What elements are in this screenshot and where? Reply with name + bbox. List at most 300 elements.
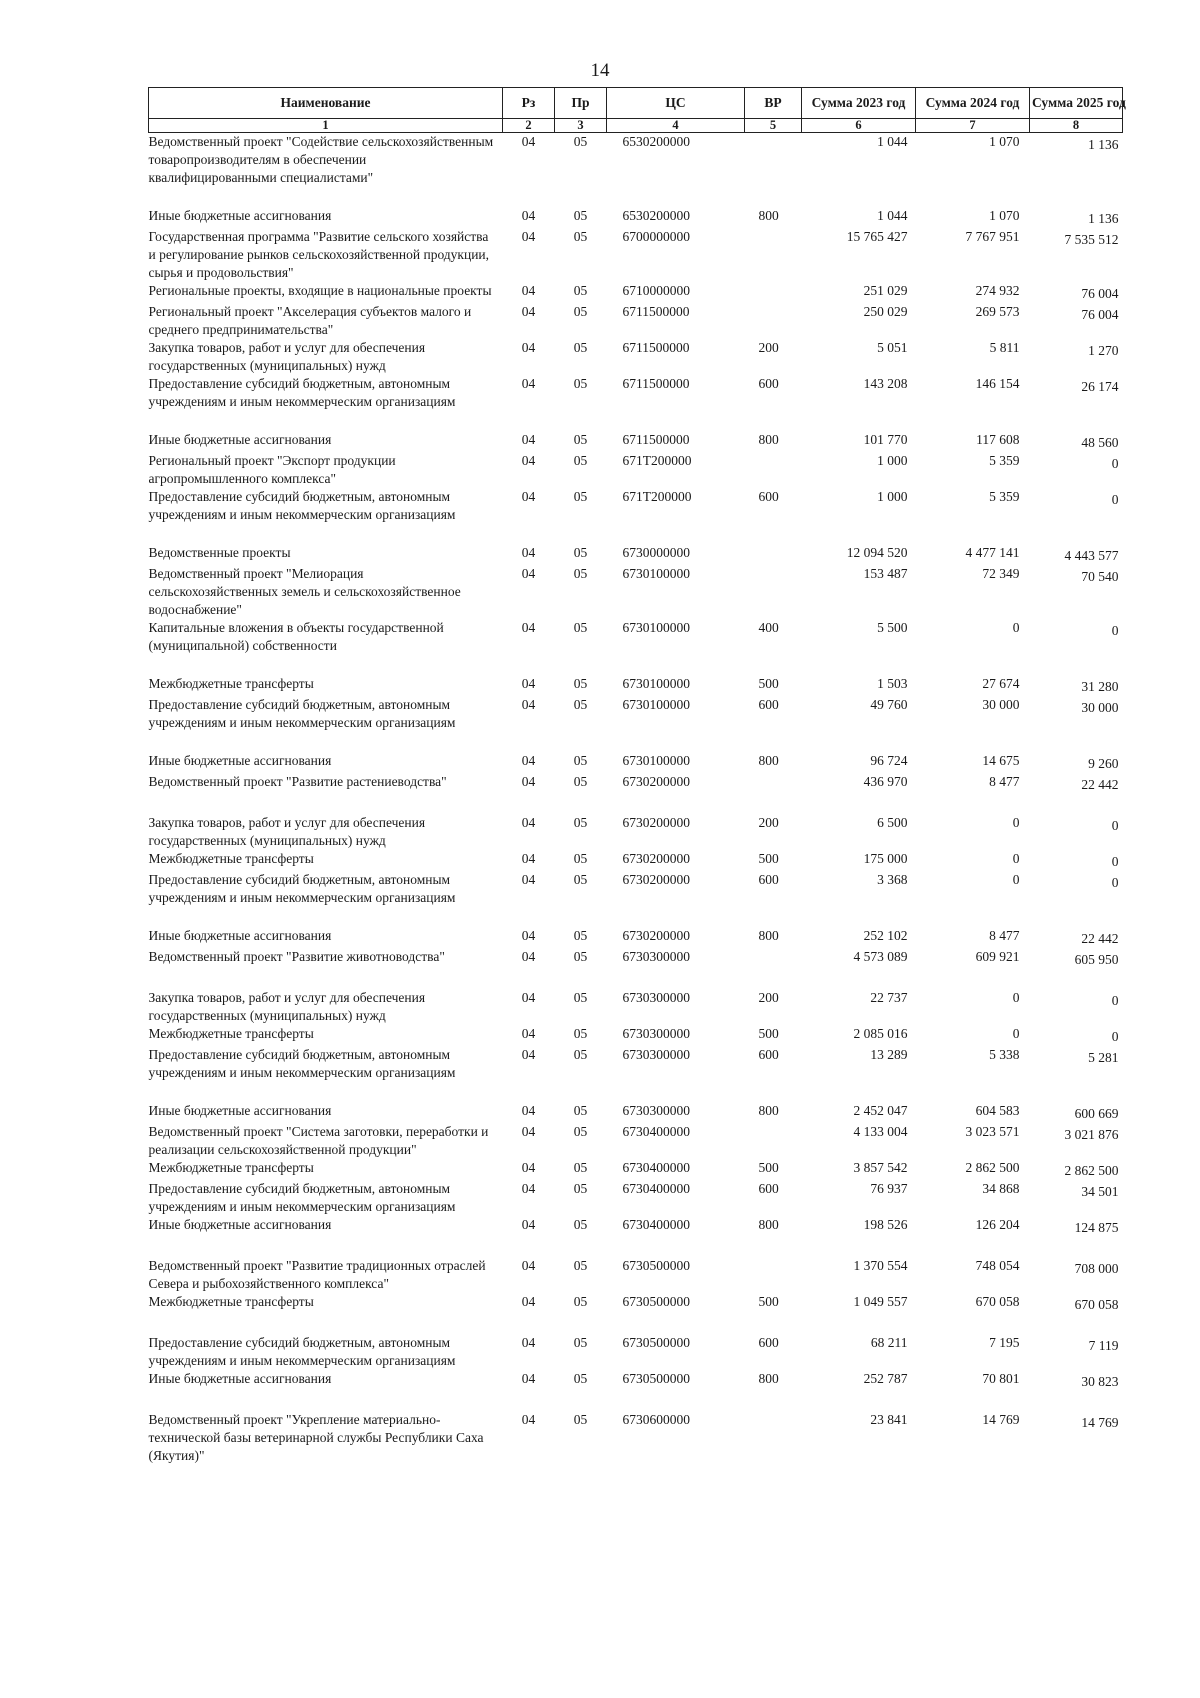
row-sum-2024: 30 000: [982, 697, 1020, 712]
row-name: Предоставление субсидий бюджетным, автономным учреждениям и иным некоммерческим организациям: [148, 872, 456, 905]
row-sum-2024: 5 359: [989, 489, 1020, 504]
row-name: Ведомственные проекты: [148, 545, 291, 560]
row-sum-2025: 26 174: [1081, 379, 1119, 394]
row-name: Иные бюджетные ассигнования: [148, 753, 332, 768]
row-name: Ведомственный проект "Укрепление материально-технической базы ветеринарной службы Республики Саха (Якутия)": [148, 1412, 484, 1463]
row-pr: 05: [573, 1160, 588, 1175]
row-vr: 600: [758, 697, 779, 712]
row-cs: 6730600000: [622, 1412, 690, 1427]
row-gap-cell: [149, 524, 1123, 544]
row-sum-2023: 23 841: [870, 1412, 908, 1427]
row-gap: [149, 1082, 1123, 1102]
row-cs: 6730100000: [622, 697, 690, 712]
row-pr: 05: [573, 134, 588, 149]
row-sum-2023: 251 029: [863, 283, 908, 298]
table-row: [149, 1102, 1123, 1123]
row-vr: 800: [758, 1371, 779, 1386]
row-rz: 04: [521, 1294, 536, 1309]
table-row: [149, 1334, 1123, 1370]
row-rz: 04: [521, 1371, 536, 1386]
row-vr: 600: [758, 1181, 779, 1196]
row-cs: 6711500000: [622, 304, 690, 319]
row-cs: 6730200000: [622, 872, 690, 887]
row-cs: 6730200000: [622, 774, 690, 789]
row-sum-2024: 7 767 951: [965, 229, 1020, 244]
row-sum-2025: 1 136: [1088, 211, 1119, 226]
row-sum-2023: 68 211: [870, 1335, 908, 1350]
row-sum-2025: 48 560: [1081, 435, 1119, 450]
row-cs: 6730500000: [622, 1335, 690, 1350]
row-cs: 6730300000: [622, 949, 690, 964]
table-row: [149, 619, 1123, 655]
row-sum-2025: 0: [1111, 854, 1119, 869]
row-sum-2024: 72 349: [982, 566, 1020, 581]
row-rz: 04: [521, 1412, 536, 1427]
row-sum-2024: 27 674: [982, 676, 1020, 691]
row-name: Ведомственный проект "Развитие животноводства": [148, 949, 445, 964]
table-row: [149, 282, 1123, 303]
row-gap-cell: [149, 1082, 1123, 1102]
row-name: Иные бюджетные ассигнования: [148, 1103, 332, 1118]
row-rz: 04: [521, 697, 536, 712]
row-sum-2025: 708 000: [1074, 1261, 1119, 1276]
row-rz: 04: [521, 208, 536, 223]
row-sum-2023: 49 760: [870, 697, 908, 712]
row-sum-2025: 7 119: [1088, 1338, 1119, 1353]
table-row: [149, 303, 1123, 339]
row-cs: 6730200000: [622, 851, 690, 866]
row-pr: 05: [573, 676, 588, 691]
row-sum-2023: 12 094 520: [846, 545, 908, 560]
row-cs: 6730200000: [622, 815, 690, 830]
row-name: Закупка товаров, работ и услуг для обеспечения государственных (муниципальных) нужд: [148, 340, 426, 373]
row-sum-2024: 604 583: [975, 1103, 1020, 1118]
row-gap: [149, 187, 1123, 207]
row-name: Межбюджетные трансферты: [148, 676, 314, 691]
row-rz: 04: [521, 815, 536, 830]
row-sum-2024: 0: [1012, 815, 1020, 830]
row-vr: 800: [758, 1103, 779, 1118]
row-sum-2025: 0: [1111, 993, 1119, 1008]
row-sum-2025: 0: [1111, 818, 1119, 833]
row-vr: [745, 1123, 802, 1159]
row-sum-2023: 3 368: [877, 872, 908, 887]
row-sum-2024: 1 070: [989, 208, 1020, 223]
row-gap: [149, 411, 1123, 431]
column-number: 3: [555, 119, 607, 133]
row-sum-2025: 0: [1111, 456, 1119, 471]
row-sum-2023: 13 289: [870, 1047, 908, 1062]
row-name: Государственная программа "Развитие сельского хозяйства и регулирование рынков сельскохозяйственной продукции, сырья и продовольствия": [148, 229, 490, 280]
row-sum-2025: 1 270: [1088, 343, 1119, 358]
table-row: [149, 1123, 1123, 1159]
row-gap-cell: [149, 907, 1123, 927]
row-sum-2025: 9 260: [1088, 756, 1119, 771]
row-vr: 500: [758, 1026, 779, 1041]
table-row: [149, 871, 1123, 907]
row-sum-2024: 70 801: [982, 1371, 1020, 1386]
column-number: 4: [607, 119, 745, 133]
row-name: Предоставление субсидий бюджетным, автономным учреждениям и иным некоммерческим организациям: [148, 1335, 456, 1368]
row-vr: 800: [758, 753, 779, 768]
row-sum-2025: 34 501: [1081, 1184, 1119, 1199]
row-name: Иные бюджетные ассигнования: [148, 432, 332, 447]
row-vr: 600: [758, 489, 779, 504]
row-cs: 6730400000: [622, 1217, 690, 1232]
row-sum-2023: 2 452 047: [853, 1103, 908, 1118]
row-sum-2024: 0: [1012, 872, 1020, 887]
row-vr: 600: [758, 872, 779, 887]
table-row: [149, 207, 1123, 228]
row-name: Ведомственный проект "Мелиорация сельскохозяйственных земель и сельскохозяйственное водоснабжение": [148, 566, 461, 617]
row-rz: 04: [521, 283, 536, 298]
row-rz: 04: [521, 432, 536, 447]
row-name: Ведомственный проект "Развитие растениеводства": [148, 774, 447, 789]
row-name: Межбюджетные трансферты: [148, 1160, 314, 1175]
row-sum-2025: 31 280: [1081, 679, 1119, 694]
row-pr: 05: [573, 545, 588, 560]
row-sum-2025: 30 000: [1081, 700, 1119, 715]
table-row: [149, 989, 1123, 1025]
row-sum-2024: 14 769: [982, 1412, 1020, 1427]
row-sum-2023: 436 970: [863, 774, 908, 789]
row-gap-cell: [149, 969, 1123, 989]
row-sum-2024: 146 154: [975, 376, 1020, 391]
row-vr: [745, 1257, 802, 1293]
row-sum-2023: 6 500: [877, 815, 908, 830]
header-vr: ВР: [745, 88, 802, 119]
row-sum-2023: 1 000: [877, 453, 908, 468]
row-cs: 6530200000: [622, 208, 690, 223]
row-pr: 05: [573, 432, 588, 447]
row-sum-2025: 1 136: [1088, 137, 1119, 152]
row-sum-2025: 70 540: [1081, 569, 1119, 584]
row-vr: [745, 1411, 802, 1465]
row-vr: 800: [758, 432, 779, 447]
table-row: [149, 488, 1123, 524]
row-name: Капитальные вложения в объекты государственной (муниципальной) собственности: [148, 620, 444, 653]
row-vr: 200: [758, 815, 779, 830]
row-sum-2024: 8 477: [989, 928, 1020, 943]
row-rz: 04: [521, 1124, 536, 1139]
row-name: Иные бюджетные ассигнования: [148, 1371, 332, 1386]
header-pr: Пр: [555, 88, 607, 119]
row-cs: 6700000000: [622, 229, 690, 244]
row-pr: 05: [573, 990, 588, 1005]
row-vr: 800: [758, 928, 779, 943]
row-cs: 6730500000: [622, 1371, 690, 1386]
row-rz: 04: [521, 134, 536, 149]
row-gap: [149, 655, 1123, 675]
row-pr: 05: [573, 1412, 588, 1427]
table-row: [149, 1159, 1123, 1180]
row-rz: 04: [521, 676, 536, 691]
row-pr: 05: [573, 453, 588, 468]
row-sum-2023: 15 765 427: [846, 229, 908, 244]
row-sum-2025: 2 862 500: [1064, 1163, 1119, 1178]
row-cs: 6730100000: [622, 753, 690, 768]
row-sum-2023: 153 487: [863, 566, 908, 581]
row-vr: 800: [758, 1217, 779, 1232]
row-pr: 05: [573, 1103, 588, 1118]
row-rz: 04: [521, 1258, 536, 1273]
row-sum-2025: 30 823: [1081, 1374, 1119, 1389]
table-row: [149, 1293, 1123, 1314]
row-sum-2024: 8 477: [989, 774, 1020, 789]
row-vr: [745, 228, 802, 282]
table-row: [149, 1257, 1123, 1293]
row-gap: [149, 794, 1123, 814]
row-pr: 05: [573, 928, 588, 943]
row-name: Региональный проект "Акселерация субъектов малого и среднего предпринимательства": [148, 304, 472, 337]
row-pr: 05: [573, 489, 588, 504]
row-pr: 05: [573, 376, 588, 391]
row-sum-2024: 609 921: [975, 949, 1020, 964]
column-number: 2: [503, 119, 555, 133]
column-number: 1: [149, 119, 503, 133]
row-pr: 05: [573, 1217, 588, 1232]
table-row: [149, 375, 1123, 411]
row-pr: 05: [573, 1026, 588, 1041]
row-sum-2024: 748 054: [975, 1258, 1020, 1273]
row-sum-2024: 7 195: [989, 1335, 1020, 1350]
row-vr: 600: [758, 1335, 779, 1350]
row-gap-cell: [149, 794, 1123, 814]
table-row: [149, 696, 1123, 732]
row-gap-cell: [149, 1237, 1123, 1257]
row-sum-2023: 5 500: [877, 620, 908, 635]
row-name: Предоставление субсидий бюджетным, автономным учреждениям и иным некоммерческим организациям: [148, 376, 456, 409]
row-pr: 05: [573, 1294, 588, 1309]
header-sum-2025: Сумма 2025 год: [1030, 88, 1123, 119]
row-cs: 6730400000: [622, 1181, 690, 1196]
row-sum-2023: 1 049 557: [853, 1294, 908, 1309]
header-name: Наименование: [149, 88, 503, 119]
row-cs: 6730300000: [622, 1026, 690, 1041]
row-sum-2023: 76 937: [870, 1181, 908, 1196]
row-cs: 6730200000: [622, 928, 690, 943]
row-name: Иные бюджетные ассигнования: [148, 208, 332, 223]
row-rz: 04: [521, 340, 536, 355]
row-cs: 671T200000: [622, 489, 692, 504]
row-name: Закупка товаров, работ и услуг для обеспечения государственных (муниципальных) нужд: [148, 815, 426, 848]
row-name: Межбюджетные трансферты: [148, 851, 314, 866]
header-cs: ЦС: [607, 88, 745, 119]
row-vr: 500: [758, 1294, 779, 1309]
row-sum-2024: 670 058: [975, 1294, 1020, 1309]
header-sum-2023: Сумма 2023 год: [802, 88, 916, 119]
row-sum-2025: 14 769: [1081, 1415, 1119, 1430]
row-sum-2024: 5 359: [989, 453, 1020, 468]
row-rz: 04: [521, 928, 536, 943]
row-vr: [745, 948, 802, 969]
row-sum-2024: 5 811: [989, 340, 1020, 355]
row-name: Иные бюджетные ассигнования: [148, 1217, 332, 1232]
column-number: 8: [1030, 119, 1123, 133]
row-gap-cell: [149, 187, 1123, 207]
row-sum-2024: 34 868: [982, 1181, 1020, 1196]
row-sum-2025: 7 535 512: [1064, 232, 1119, 247]
column-number-row: [149, 119, 1123, 133]
row-rz: 04: [521, 1217, 536, 1232]
row-name: Региональные проекты, входящие в национальные проекты: [148, 283, 492, 298]
row-rz: 04: [521, 566, 536, 581]
row-sum-2023: 5 051: [877, 340, 908, 355]
row-rz: 04: [521, 229, 536, 244]
row-sum-2024: 0: [1012, 990, 1020, 1005]
row-gap: [149, 732, 1123, 752]
row-gap-cell: [149, 732, 1123, 752]
row-sum-2023: 1 044: [877, 208, 908, 223]
row-rz: 04: [521, 620, 536, 635]
row-sum-2024: 3 023 571: [965, 1124, 1020, 1139]
row-sum-2025: 76 004: [1081, 286, 1119, 301]
row-vr: [745, 544, 802, 565]
row-name: Иные бюджетные ассигнования: [148, 928, 332, 943]
row-sum-2025: 76 004: [1081, 307, 1119, 322]
row-sum-2025: 4 443 577: [1064, 548, 1119, 563]
row-gap-cell: [149, 411, 1123, 431]
row-sum-2024: 2 862 500: [965, 1160, 1020, 1175]
row-name: Предоставление субсидий бюджетным, автономным учреждениям и иным некоммерческим организациям: [148, 489, 456, 522]
table-body: [149, 133, 1123, 1466]
row-rz: 04: [521, 1026, 536, 1041]
row-name: Предоставление субсидий бюджетным, автономным учреждениям и иным некоммерческим организациям: [148, 697, 456, 730]
row-sum-2024: 126 204: [975, 1217, 1020, 1232]
row-pr: 05: [573, 753, 588, 768]
row-sum-2025: 5 281: [1088, 1050, 1119, 1065]
row-sum-2023: 3 857 542: [853, 1160, 908, 1175]
table-row: [149, 773, 1123, 794]
row-sum-2025: 22 442: [1081, 931, 1119, 946]
row-rz: 04: [521, 774, 536, 789]
row-cs: 6730400000: [622, 1160, 690, 1175]
row-name: Предоставление субсидий бюджетным, автономным учреждениям и иным некоммерческим организациям: [148, 1181, 456, 1214]
row-sum-2023: 252 787: [863, 1371, 908, 1386]
row-pr: 05: [573, 229, 588, 244]
row-sum-2024: 14 675: [982, 753, 1020, 768]
table-row: [149, 339, 1123, 375]
table-row: [149, 850, 1123, 871]
row-rz: 04: [521, 949, 536, 964]
row-pr: 05: [573, 774, 588, 789]
row-gap-cell: [149, 1391, 1123, 1411]
row-sum-2023: 101 770: [863, 432, 908, 447]
table-row: [149, 1180, 1123, 1216]
row-sum-2025: 0: [1111, 875, 1119, 890]
row-cs: 6730100000: [622, 676, 690, 691]
table-row: [149, 752, 1123, 773]
table-row: [149, 1046, 1123, 1082]
table-row: [149, 452, 1123, 488]
table-row: [149, 927, 1123, 948]
row-vr: 500: [758, 676, 779, 691]
row-sum-2024: 0: [1012, 620, 1020, 635]
row-pr: 05: [573, 1124, 588, 1139]
row-cs: 671T200000: [622, 453, 692, 468]
header-rz: Рз: [503, 88, 555, 119]
row-rz: 04: [521, 304, 536, 319]
row-sum-2023: 175 000: [863, 851, 908, 866]
row-vr: [745, 282, 802, 303]
row-sum-2023: 1 370 554: [853, 1258, 908, 1273]
row-rz: 04: [521, 453, 536, 468]
row-rz: 04: [521, 1181, 536, 1196]
table-row: [149, 1025, 1123, 1046]
row-sum-2024: 1 070: [989, 134, 1020, 149]
row-gap: [149, 1391, 1123, 1411]
row-sum-2023: 198 526: [863, 1217, 908, 1232]
row-pr: 05: [573, 340, 588, 355]
row-sum-2023: 96 724: [870, 753, 908, 768]
row-sum-2025: 22 442: [1081, 777, 1119, 792]
row-pr: 05: [573, 1371, 588, 1386]
row-cs: 6730300000: [622, 1047, 690, 1062]
row-rz: 04: [521, 1335, 536, 1350]
row-vr: 200: [758, 990, 779, 1005]
row-sum-2025: 670 058: [1074, 1297, 1119, 1312]
row-vr: 600: [758, 376, 779, 391]
budget-table: [148, 87, 1126, 1465]
row-cs: 6730400000: [622, 1124, 690, 1139]
row-pr: 05: [573, 1047, 588, 1062]
row-rz: 04: [521, 872, 536, 887]
row-pr: 05: [573, 872, 588, 887]
page-number: 14: [590, 60, 610, 81]
row-rz: 04: [521, 1160, 536, 1175]
column-number: 5: [745, 119, 802, 133]
table-row: [149, 1216, 1123, 1237]
row-sum-2023: 1 044: [877, 134, 908, 149]
row-vr: 400: [758, 620, 779, 635]
row-sum-2025: 600 669: [1074, 1106, 1119, 1121]
row-pr: 05: [573, 566, 588, 581]
row-sum-2024: 117 608: [976, 432, 1020, 447]
row-sum-2024: 5 338: [989, 1047, 1020, 1062]
column-number: 7: [916, 119, 1030, 133]
row-sum-2025: 124 875: [1074, 1220, 1119, 1235]
row-gap-cell: [149, 655, 1123, 675]
row-name: Региональный проект "Экспорт продукции агропромышленного комплекса": [148, 453, 396, 486]
row-gap: [149, 524, 1123, 544]
row-vr: [745, 303, 802, 339]
row-rz: 04: [521, 851, 536, 866]
row-pr: 05: [573, 1181, 588, 1196]
row-vr: 500: [758, 851, 779, 866]
row-pr: 05: [573, 949, 588, 964]
header-sum-2024: Сумма 2024 год: [916, 88, 1030, 119]
table-row: [149, 948, 1123, 969]
row-name: Ведомственный проект "Система заготовки, переработки и реализации сельскохозяйственной продукции": [148, 1124, 489, 1157]
row-pr: 05: [573, 620, 588, 635]
row-sum-2023: 252 102: [863, 928, 908, 943]
row-gap: [149, 1237, 1123, 1257]
row-sum-2023: 2 085 016: [853, 1026, 908, 1041]
row-cs: 6730100000: [622, 620, 690, 635]
header-row: [149, 88, 1123, 119]
row-name: Ведомственный проект "Содействие сельскохозяйственным товаропроизводителям в обеспечении квалифицированными специалистами": [148, 134, 494, 185]
row-name: Межбюджетные трансферты: [148, 1294, 314, 1309]
row-sum-2025: 605 950: [1074, 952, 1119, 967]
row-gap: [149, 969, 1123, 989]
row-sum-2025: 3 021 876: [1064, 1127, 1119, 1142]
row-vr: [745, 565, 802, 619]
row-rz: 04: [521, 1103, 536, 1118]
row-cs: 6730500000: [622, 1294, 690, 1309]
row-pr: 05: [573, 1335, 588, 1350]
row-vr: 600: [758, 1047, 779, 1062]
row-rz: 04: [521, 1047, 536, 1062]
